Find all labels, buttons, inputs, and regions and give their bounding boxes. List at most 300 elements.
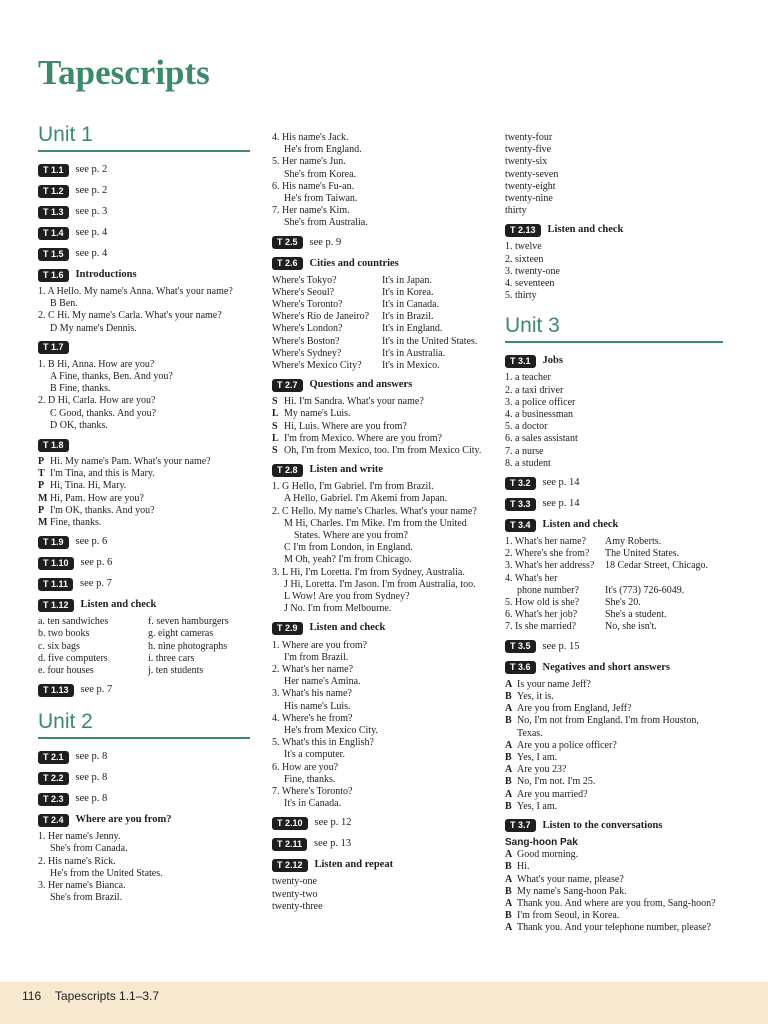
script-line [272,421,488,433]
speaker-label: M [38,517,48,529]
list-row [272,348,488,360]
script-line [38,493,250,505]
script-line [505,898,723,910]
line-text: What's your name, please? [517,873,624,885]
answer: No, she isn't. [605,621,657,633]
section-title: Jobs [542,355,563,367]
speaker-label: B [505,861,512,873]
speaker-label: A [505,764,513,776]
see-page: see p. 6 [80,557,113,569]
see-page: see p. 7 [80,578,112,590]
script-line: He's from England. [284,144,362,156]
script-line: D OK, thanks. [50,419,108,431]
script-line [505,691,723,703]
unit-1-heading: Unit 1 [38,122,250,152]
script-line: 1. B Hi, Anna. How are you? [38,358,155,370]
section-t2-4-continued [272,132,488,230]
speaker-label: L [272,408,279,420]
script-line: She's from Korea. [284,168,357,180]
line-text: I'm from Seoul, in Korea. [517,910,620,922]
see-page: see p. 8 [75,772,108,784]
question: 5. How old is she? [505,597,580,609]
script-line: 3. a police officer [505,396,576,408]
script-line: 1. Where are you from? [272,639,368,651]
line-text: Are you from England, Jeff? [517,703,632,715]
speaker-label: A [505,678,513,690]
section-t2-10 [272,815,488,831]
script-line: 7. Her name's Kim. [272,205,350,217]
script-line [505,752,723,764]
script-line [505,849,723,861]
list-item: b. two books [38,628,90,640]
section-t2-8 [272,462,488,615]
script-line: 6. How are you? [272,761,339,773]
track-tag: T 3.2 [505,477,536,490]
list-row [272,336,488,348]
question: Where's London? [272,323,343,335]
line-text: My name's Luis. [284,408,351,420]
script-line: I'm from Brazil. [284,651,349,663]
answer: It's in Japan. [382,274,432,286]
line-text: Yes, I am. [517,751,558,763]
section-t3-6 [505,660,723,813]
question: Where's Tokyo? [272,274,337,286]
question: 1. What's her name? [505,536,587,548]
speaker-label: T [38,468,45,480]
script-line: 5. Her name's Jun. [272,156,346,168]
script-line: 4. His name's Jack. [272,132,349,143]
list-row [38,653,250,665]
script-line: twenty-six [505,156,548,168]
script-line: 4. Where's he from? [272,712,353,724]
script-line: twenty-eight [505,180,556,192]
list-item: j. ten students [148,665,204,677]
speaker-label: B [505,800,512,812]
script-line: 3. Her name's Bianca. [38,880,126,892]
script-line: He's from Taiwan. [284,193,358,205]
see-page: see p. 4 [75,226,108,238]
line-text: Fine, thanks. [50,517,102,529]
section-t1-6 [38,267,250,335]
question: Where's Mexico City? [272,360,362,372]
track-tag: T 2.7 [272,379,303,392]
track-tag: T 3.3 [505,498,536,511]
script-line: 1. twelve [505,241,542,253]
track-tag: T 2.6 [272,257,303,270]
speaker-label: S [272,396,278,408]
script-line [38,456,250,468]
track-tag: T 1.7 [38,341,69,354]
section-t1-4 [38,225,250,241]
line-text: I'm OK, thanks. And you? [50,504,155,516]
line-text: Are you married? [517,788,588,800]
script-line [505,703,723,715]
question: 2. Where's she from? [505,548,590,560]
script-line: 7. Where's Toronto? [272,785,353,797]
section-t3-4 [505,517,723,634]
list-item: c. six bags [38,640,80,652]
track-tag: T 3.6 [505,661,536,674]
list-row [505,621,723,633]
speaker-label: A [505,703,513,715]
speaker-label: A [505,897,513,909]
script-line: twenty-five [505,144,552,156]
track-tag: T 2.4 [38,814,69,827]
script-line [38,517,250,529]
answer: It's in England. [382,323,443,335]
speaker-label: A [505,849,513,861]
line-text: No, I'm not. I'm 25. [517,776,596,788]
answer: It's in Australia. [382,347,446,359]
list-row [505,560,723,572]
speaker-label: L [272,432,279,444]
line-text: Hi. I'm Sandra. What's your name? [284,396,424,408]
script-line [38,468,250,480]
section-t2-2 [38,770,250,786]
script-line: J No. I'm from Melbourne. [284,603,392,615]
speaker-label: B [505,910,512,922]
section-t3-2 [505,475,723,491]
unit-2-heading: Unit 2 [38,709,250,739]
section-t1-3 [38,204,250,220]
speaker-label: B [505,715,512,727]
answer: She's 20. [605,597,641,609]
track-tag: T 1.5 [38,248,69,261]
script-line: twenty-three [272,900,323,912]
track-tag: T 2.2 [38,772,69,785]
section-t2-4 [38,812,250,904]
section-t1-8 [38,437,250,529]
track-tag: T 1.10 [38,557,74,570]
script-line: Fine, thanks. [284,773,336,785]
script-line [272,396,488,408]
answer: It's in Canada. [382,299,440,311]
answer: Amy Roberts. [605,536,662,548]
track-tag: T 2.12 [272,859,308,872]
question: Where's Boston? [272,335,340,347]
section-t1-1 [38,162,250,178]
see-page: see p. 2 [75,163,108,175]
section-t3-7 [505,818,723,935]
line-text: Good morning. [517,849,579,861]
section-title: Listen to the conversations [542,819,663,831]
speaker-label: S [272,420,278,432]
script-line: 8. a student [505,457,551,469]
track-tag: T 2.11 [272,838,307,851]
script-line: D My name's Dennis. [50,322,137,334]
script-line [505,801,723,813]
page-title: Tapescripts [38,53,210,92]
script-line: 5. thirty [505,290,537,302]
script-line [38,480,250,492]
script-line: Her name's Amina. [284,676,361,688]
section-title: Negatives and short answers [542,661,670,673]
column-1 [38,122,250,909]
section-t2-12 [272,857,488,913]
section-title: Listen and repeat [314,859,394,871]
script-line: twenty-two [272,888,318,900]
question: Where's Rio de Janeiro? [272,311,370,323]
see-page: see p. 15 [542,640,580,652]
speaker-label: P [38,480,45,492]
script-line [505,740,723,752]
track-tag: T 1.2 [38,185,69,198]
track-tag: T 1.11 [38,578,73,591]
conversation-subheading: Sang-hoon Pak [505,836,578,848]
list-item: i. three cars [148,652,195,664]
section-title: Listen and check [547,224,624,236]
track-tag: T 1.13 [38,684,74,697]
answer: The United States. [605,548,680,560]
script-line: 4. seventeen [505,278,555,290]
list-row [272,311,488,323]
see-page: see p. 2 [75,184,108,196]
speaker-label: B [505,751,512,763]
list-row [505,609,723,621]
list-row [38,641,250,653]
list-row [38,665,250,677]
section-t2-1 [38,749,250,765]
line-text: I'm Tina, and this is Mary. [50,468,155,480]
script-line: It's in Canada. [284,798,342,810]
track-tag: T 3.4 [505,519,536,532]
line-text: Are you a police officer? [517,739,617,751]
answer: It's in Brazil. [382,311,434,323]
page-number: 116 [22,989,42,1003]
section-t1-11 [38,576,250,592]
answer: She's a student. [605,609,667,621]
list-row [505,585,723,597]
question: 3. What's her address? [505,560,595,572]
speaker-label: B [505,885,512,897]
list-row [505,536,723,548]
track-tag: T 1.3 [38,206,69,219]
line-text: My name's Sang-hoon Pak. [517,885,627,897]
speaker-label: B [505,690,512,702]
script-line: 5. What's this in English? [272,737,374,749]
section-title: Questions and answers [309,379,413,391]
script-line: 2. C Hi. My name's Carla. What's your name? [38,310,222,322]
script-line [505,886,723,898]
section-t2-13 [505,222,723,302]
script-line [505,776,723,788]
speaker-label: S [272,445,278,457]
question: phone number? [517,584,579,596]
track-tag: T 1.1 [38,164,69,177]
section-title: Listen and write [309,464,384,476]
speaker-label: A [505,739,513,751]
line-text: Hi, Pam. How are you? [50,492,144,504]
script-line: 2. What's her name? [272,663,354,675]
speaker-label: A [505,873,513,885]
see-page: see p. 3 [75,205,108,217]
track-tag: T 1.4 [38,227,69,240]
section-title: Where are you from? [75,814,172,826]
see-page: see p. 13 [314,838,352,850]
script-line: 4. a businessman [505,409,574,421]
script-line [272,433,488,445]
speaker-label: M [38,492,48,504]
list-row [272,323,488,335]
script-line: 2. a taxi driver [505,384,564,396]
line-text: Yes, it is. [517,690,554,702]
script-line: 2. His name's Rick. [38,855,116,867]
script-line: She's from Canada. [50,843,128,855]
script-line: 2. sixteen [505,253,544,265]
section-t3-3 [505,496,723,512]
track-tag: T 1.12 [38,599,74,612]
script-line: 1. G Hello, I'm Gabriel. I'm from Brazil. [272,481,434,493]
see-page: see p. 4 [75,247,108,259]
script-line: A Hello, Gabriel. I'm Akemi from Japan. [284,493,448,505]
list-row [272,287,488,299]
script-line: 6. a sales assistant [505,433,578,445]
question: Where's Seoul? [272,286,335,298]
track-tag: T 2.3 [38,793,69,806]
track-tag: T 1.8 [38,439,69,452]
line-text: I'm from Mexico. Where are you from? [284,432,442,444]
script-line [505,764,723,776]
script-line [272,445,488,457]
script-line: thirty [505,205,527,217]
see-page: see p. 14 [542,476,580,488]
track-tag: T 1.6 [38,269,69,282]
list-row [272,299,488,311]
script-line: She's from Australia. [284,217,368,229]
list-row [505,597,723,609]
line-text: Are you 23? [517,764,567,776]
script-line: twenty-four [505,132,553,143]
list-item: f. seven hamburgers [148,616,229,628]
speaker-label: A [505,922,513,934]
script-line: 1. Her name's Jenny. [38,831,121,843]
list-item: d. five computers [38,652,108,664]
unit-3-heading: Unit 3 [505,313,723,343]
speaker-label: P [38,456,45,468]
script-line: 7. a nurse [505,445,544,457]
script-line: twenty-one [272,876,317,888]
script-line: 1. A Hello. My name's Anna. What's your name? [38,286,233,297]
track-tag: T 3.7 [505,819,536,832]
script-line: M Oh, yeah? I'm from Chicago. [284,554,412,566]
line-text: Hi, Luis. Where are you from? [284,420,407,432]
script-line: C Good, thanks. And you? [50,407,157,419]
line-text: Is your name Jeff? [517,678,591,690]
script-line: B Fine, thanks. [50,383,111,395]
script-line: M Hi, Charles. I'm Mike. I'm from the United States. Where are you from? [284,517,467,542]
script-line: L Wow! Are you from Sydney? [284,591,410,603]
speaker-label: P [38,504,45,516]
section-t1-12 [38,597,250,677]
script-line [505,715,723,739]
section-t1-7 [38,340,250,432]
section-t2-5 [272,235,488,251]
script-line [505,789,723,801]
script-line: She's from Brazil. [50,892,123,904]
list-row [505,548,723,560]
column-2 [272,132,488,918]
script-line: twenty-nine [505,193,553,205]
section-t1-9 [38,534,250,550]
track-tag: T 2.13 [505,224,541,237]
question: 7. Is she married? [505,621,577,633]
section-t2-12-continued [505,132,723,217]
line-text: Yes, I am. [517,800,558,812]
section-t2-7 [272,377,488,457]
script-line: twenty-seven [505,168,559,180]
question: 6. What's her job? [505,609,578,621]
script-line: 2. D Hi, Carla. How are you? [38,395,156,407]
section-t1-13 [38,682,250,698]
question: 4. What's her [505,572,558,584]
answer: It's in Korea. [382,286,434,298]
script-line: It's a computer. [284,749,345,761]
question: Where's Toronto? [272,299,343,311]
answer: It's in Mexico. [382,360,440,372]
answer: It's (773) 726-6049. [605,584,685,596]
section-t3-1 [505,353,723,470]
script-line: 3. What's his name? [272,688,352,700]
list-row [272,360,488,372]
footer-label: Tapescripts 1.1–3.7 [55,989,160,1003]
section-t2-6 [272,256,488,373]
script-line: 5. a doctor [505,421,548,433]
see-page: see p. 6 [75,536,108,548]
section-t2-11 [272,836,488,852]
script-line: J Hi, Loretta. I'm Jason. I'm from Australia, too. [284,578,476,590]
track-tag: T 2.9 [272,622,303,635]
list-item: g. eight cameras [148,628,214,640]
track-tag: T 2.5 [272,236,303,249]
script-line: B Ben. [50,298,78,310]
script-line: His name's Luis. [284,700,351,712]
see-page: see p. 8 [75,751,108,763]
script-line: 2. C Hello. My name's Charles. What's your name? [272,505,477,517]
track-tag: T 2.8 [272,464,303,477]
section-title: Listen and check [309,622,386,634]
page-footer [0,982,768,1024]
track-tag: T 3.5 [505,640,536,653]
script-line: C I'm from London, in England. [284,542,413,554]
see-page: see p. 8 [75,793,108,805]
list-item: h. nine photographs [148,640,228,652]
section-title: Introductions [75,268,137,280]
section-t3-5 [505,639,723,655]
list-item: a. ten sandwiches [38,616,109,628]
track-tag: T 2.1 [38,751,69,764]
section-t2-3 [38,791,250,807]
list-row [38,628,250,640]
see-page: see p. 9 [309,236,342,248]
line-text: Thank you. And your telephone number, please? [517,922,711,934]
track-tag: T 2.10 [272,817,308,830]
script-line [505,861,723,873]
list-row [272,275,488,287]
script-line: 1. a teacher [505,372,551,384]
script-line: He's from Mexico City. [284,724,378,736]
script-line [272,408,488,420]
track-tag: T 1.9 [38,536,69,549]
section-title: Listen and check [542,518,619,530]
section-title: Listen and check [80,599,157,611]
section-title: Cities and countries [309,257,399,269]
track-tag: T 3.1 [505,355,536,368]
script-line [505,874,723,886]
line-text: Oh, I'm from Mexico, too. I'm from Mexico City. [284,445,482,457]
script-line: 3. L Hi, I'm Loretta. I'm from Sydney, Australia. [272,566,465,578]
section-t1-5 [38,246,250,262]
see-page: see p. 14 [542,497,580,509]
